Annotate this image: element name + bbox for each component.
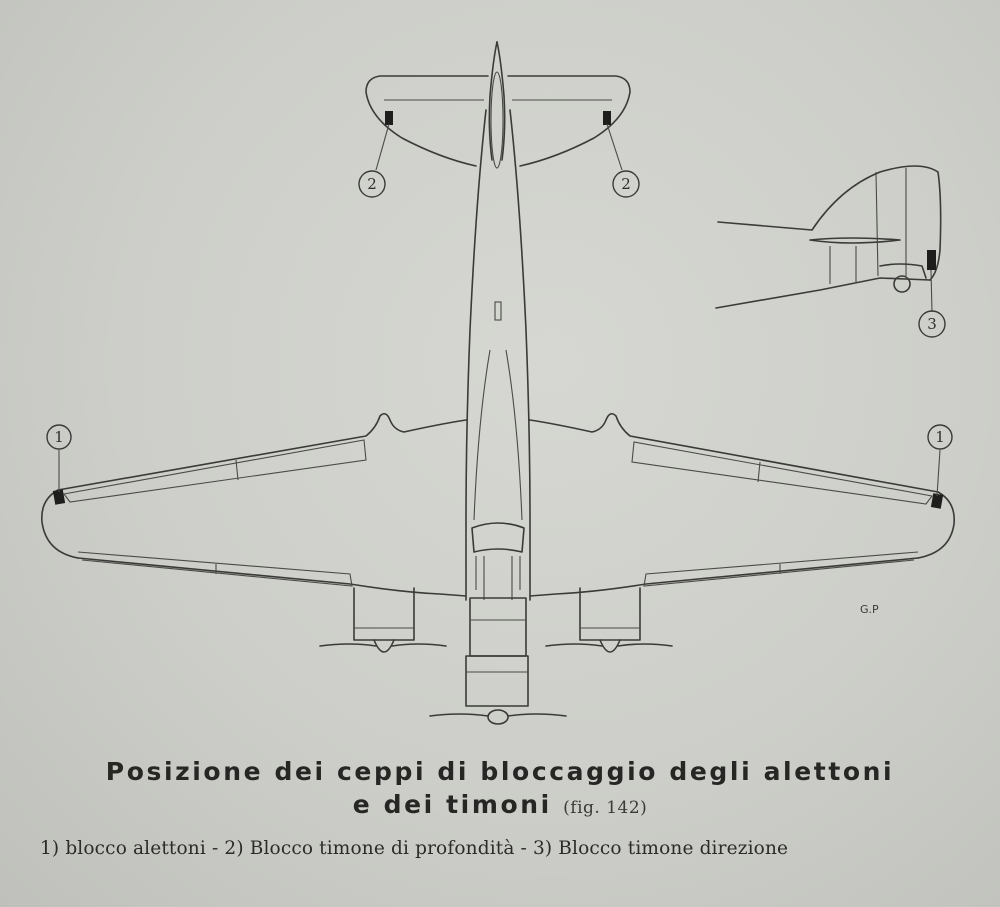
callout-number: 1	[54, 428, 64, 446]
elevator-lock-right	[603, 111, 611, 125]
callout-number: 2	[621, 175, 631, 193]
callout-right-wingtip	[928, 425, 952, 449]
callout-right-elevator	[613, 171, 639, 197]
figure-reference: (fig. 142)	[563, 798, 648, 818]
callout-left-elevator	[359, 171, 385, 197]
caption-title-line-2	[0, 790, 1000, 819]
fuselage	[430, 110, 566, 724]
caption-legend: 1) blocco alettoni - 2) Blocco timone di profondità - 3) Blocco timone direzione	[40, 838, 789, 859]
draftsman-initials: G.P	[860, 603, 879, 616]
callout-number: 2	[367, 175, 377, 193]
caption-title-line-1: Posizione dei ceppi di bloccaggio degli alettoni	[105, 757, 895, 786]
right-wing	[530, 414, 954, 652]
horizontal-stabilizer	[366, 42, 630, 168]
callout-number: 1	[935, 428, 945, 446]
left-wing	[42, 414, 466, 652]
callout-rudder	[919, 311, 945, 337]
caption-title-line-2-text: e dei timoni	[352, 790, 552, 819]
rudder-lock	[927, 250, 936, 270]
callout-number: 3	[927, 315, 937, 333]
elevator-lock-left	[385, 111, 393, 125]
callout-left-wingtip	[47, 425, 71, 449]
callout-leaders	[59, 124, 940, 496]
tail-side-view	[716, 166, 941, 308]
